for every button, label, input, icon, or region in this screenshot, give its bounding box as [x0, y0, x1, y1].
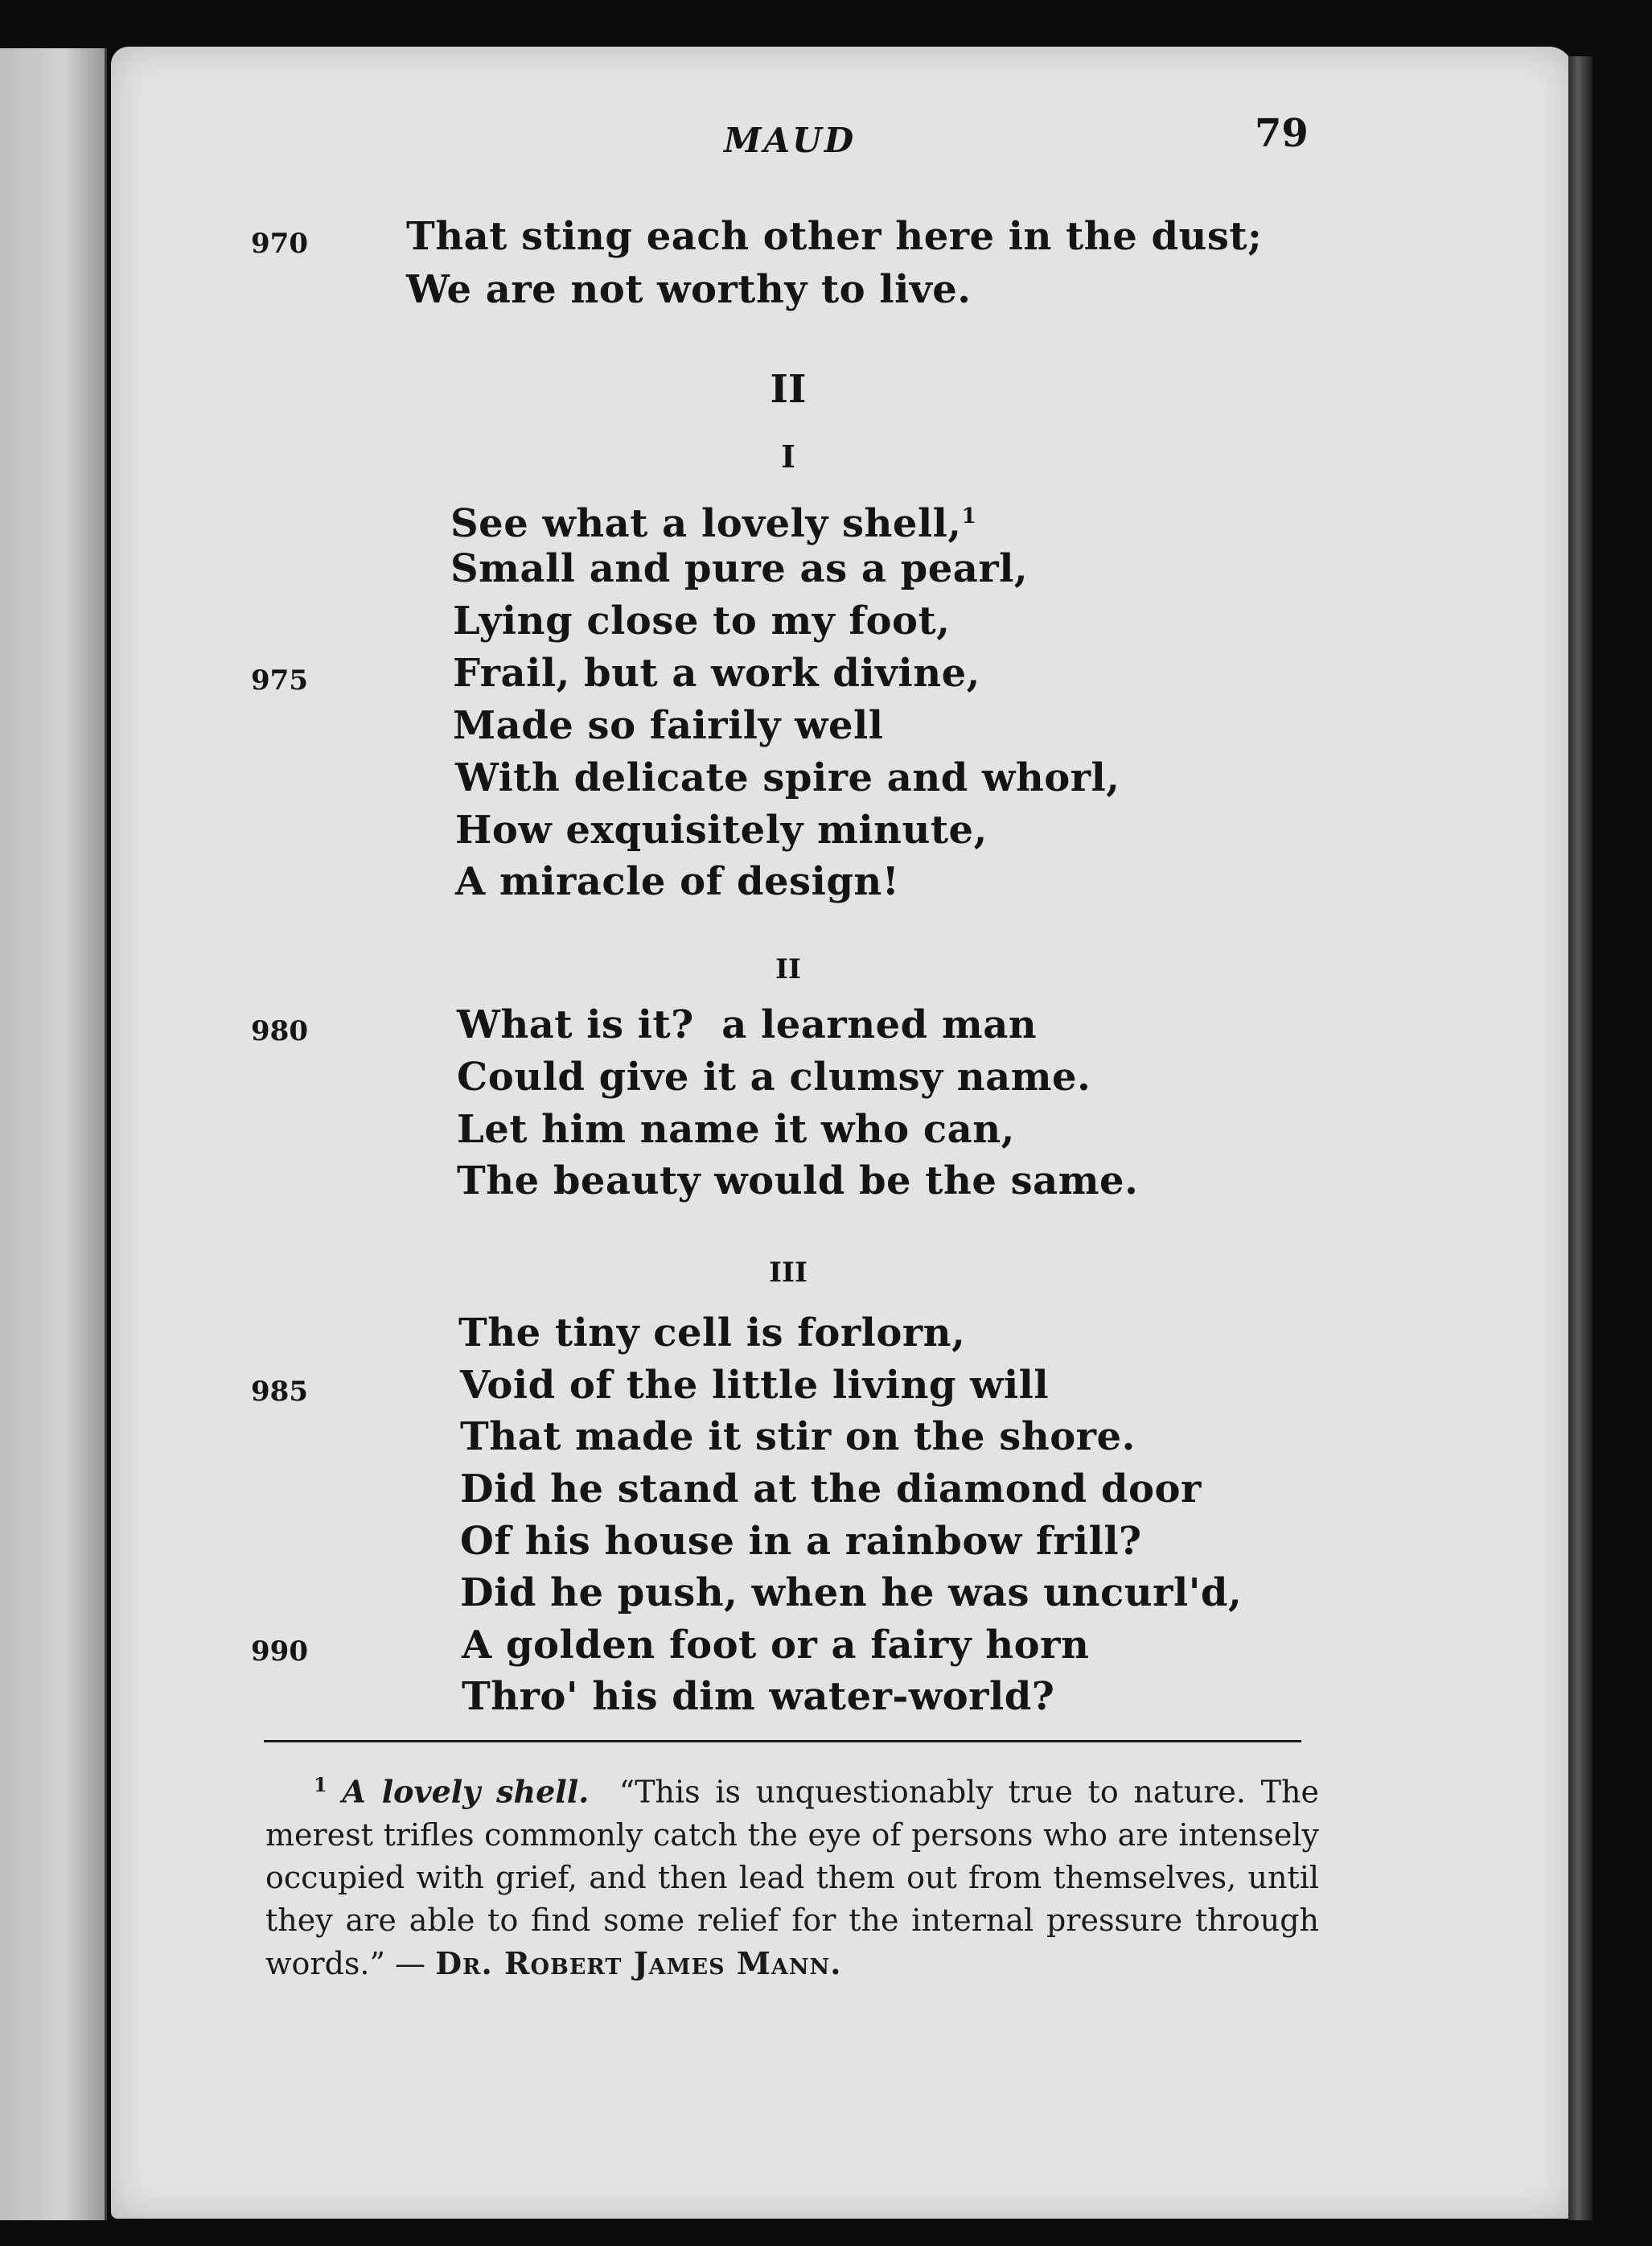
footnote — [265, 1763, 1319, 1985]
verse-line: Thro' his dim water-world? — [462, 1674, 1055, 1719]
verse-line: What is it? a learned man — [457, 1002, 1038, 1047]
line-number-980: 980 — [251, 1015, 308, 1047]
running-title: MAUD — [724, 121, 857, 160]
verse-line: Did he push, when he was uncurl'd, — [460, 1570, 1243, 1615]
line-number-990: 990 — [251, 1635, 308, 1668]
footnote-term: A lovely shell. — [342, 1773, 590, 1810]
footnote-author: Dr. Robert James Mann. — [435, 1944, 842, 1981]
verse-line: How exquisitely minute, — [455, 808, 988, 853]
footnote-marker: 1 — [314, 1773, 327, 1796]
line-number-975: 975 — [251, 664, 308, 697]
footnote-ref: 1 — [961, 504, 977, 529]
verse-line: That made it stir on the shore. — [460, 1414, 1136, 1459]
verse-line: Could give it a clumsy name. — [457, 1055, 1091, 1100]
footnote-text: “This is unquestionably true to nature. The merest trifles commonly catch the eye of persons who are intensely occupied with grief, and then lead them out from themselves, until they are able to find some relief for the internal pressure through words.” — — [265, 1774, 1319, 1981]
verse-line: Let him name it who can, — [457, 1107, 1015, 1152]
verse-line: See what a lovely shell,$^1$ — [450, 501, 977, 546]
page-number: 79 — [1255, 111, 1309, 156]
line-number-970: 970 — [251, 228, 308, 260]
verse-line: Frail, but a work divine, — [453, 651, 980, 696]
verse-line: With delicate spire and whorl, — [455, 755, 1120, 800]
verse-line: Of his house in a rainbow frill? — [460, 1519, 1142, 1564]
line-number-985: 985 — [251, 1376, 308, 1408]
stanza-heading: II — [775, 953, 801, 985]
stanza-heading: I — [781, 438, 795, 475]
verse-line: A golden foot or a fairy horn — [462, 1623, 1090, 1668]
verse-line: The tiny cell is forlorn, — [458, 1310, 966, 1355]
verse-line: Small and pure as a pearl, — [450, 546, 1029, 591]
footnote-divider — [264, 1740, 1301, 1742]
verse-line: Did he stand at the diamond door — [460, 1466, 1202, 1512]
verse-line: Made so fairily well — [453, 703, 884, 748]
verse-line: Lying close to my foot, — [453, 599, 951, 644]
verse-line: The beauty would be the same. — [457, 1158, 1139, 1203]
part-heading: II — [770, 367, 807, 412]
verse-line: We are not worthy to live. — [406, 267, 972, 312]
verse-line: That sting each other here in the dust; — [406, 214, 1263, 259]
verse-line: Void of the little living will — [460, 1363, 1050, 1408]
verse-line: A miracle of design! — [455, 859, 900, 904]
stanza-heading: III — [769, 1257, 808, 1289]
